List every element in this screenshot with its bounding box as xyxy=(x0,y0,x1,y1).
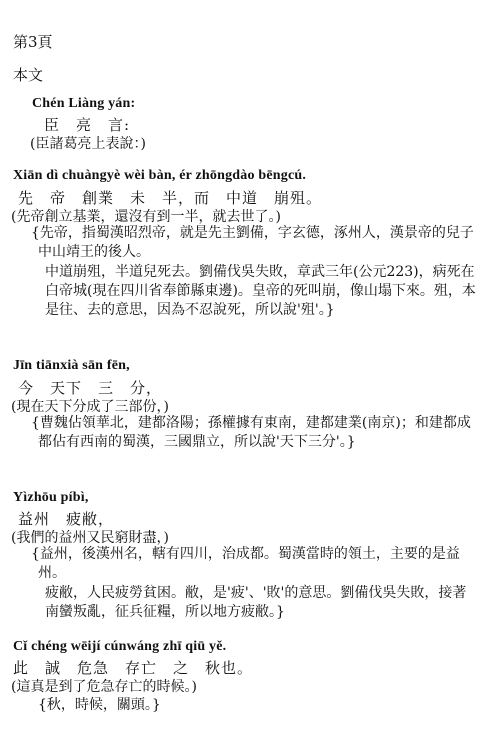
pinyin-line: Chén Liàng yán: xyxy=(32,96,136,111)
note-text: 疲敝，人民疲勞貧困。敝，是'疲'、'敗'的意思。劉備伐吳失敗，接著南蠻叛亂，征兵征糧，所以地方疲敝。} xyxy=(45,585,467,620)
chinese-line: 益州 疲敝， xyxy=(18,510,115,528)
translation-line: (我們的益州又民窮財盡，) xyxy=(11,530,169,546)
translation-line: (現在天下分成了三部份，) xyxy=(11,399,169,415)
page-number: 第3頁 xyxy=(13,33,53,51)
pinyin-line: Jīn tiānxià sān fēn, xyxy=(13,358,130,373)
translation-line: (臣諸葛亮上表說：) xyxy=(30,136,146,152)
chinese-line: 先 帝 創業 未 半，而 中道 崩殂。 xyxy=(18,189,323,207)
translation-line: (先帝創立基業，還沒有到一半，就去世了。) xyxy=(11,209,281,225)
chinese-line: 今 天下 三 分， xyxy=(18,379,163,397)
pinyin-line: Yìzhōu píbì, xyxy=(13,490,89,505)
note-text: {先帝，指蜀漢昭烈帝，就是先主劉備，字玄德，涿州人，漢景帝的兒子中山靖王的後人。 xyxy=(31,225,474,260)
note-text: 中道崩殂，半道兒死去。劉備伐吳失敗，章武三年(公元223)，病死在白帝城(現在四川省奉節縣東邊)。皇帝的死叫崩，像山塌下來。殂，本是往、去的意思，因為不忍說死，所以說'殂'。} xyxy=(45,264,476,318)
note-text: {秋，時候，關頭。} xyxy=(38,697,161,713)
chinese-line: 臣 亮 言: xyxy=(44,116,131,134)
note-text: {益州，後漢州名，轄有四川，治成都。蜀漢當時的領土，主要的是益州。 xyxy=(31,546,460,581)
note-text: {曹魏佔領華北，建都洛陽；孫權據有東南，建都建業(南京)；和建都成都佔有西南的蜀漢，三國鼎立，所以說'天下三分'。} xyxy=(31,415,471,450)
chinese-line: 此 誠 危急 存亡 之 秋也。 xyxy=(13,659,254,677)
section-label: 本文 xyxy=(13,66,44,84)
pinyin-line: Cǐ chéng wēijí cúnwáng zhī qiū yě. xyxy=(13,639,227,654)
pinyin-line: Xiān dì chuàngyè wèi bàn, ér zhōngdào bēngcú. xyxy=(13,168,307,183)
translation-line: (這真是到了危急存亡的時候。) xyxy=(11,679,197,695)
